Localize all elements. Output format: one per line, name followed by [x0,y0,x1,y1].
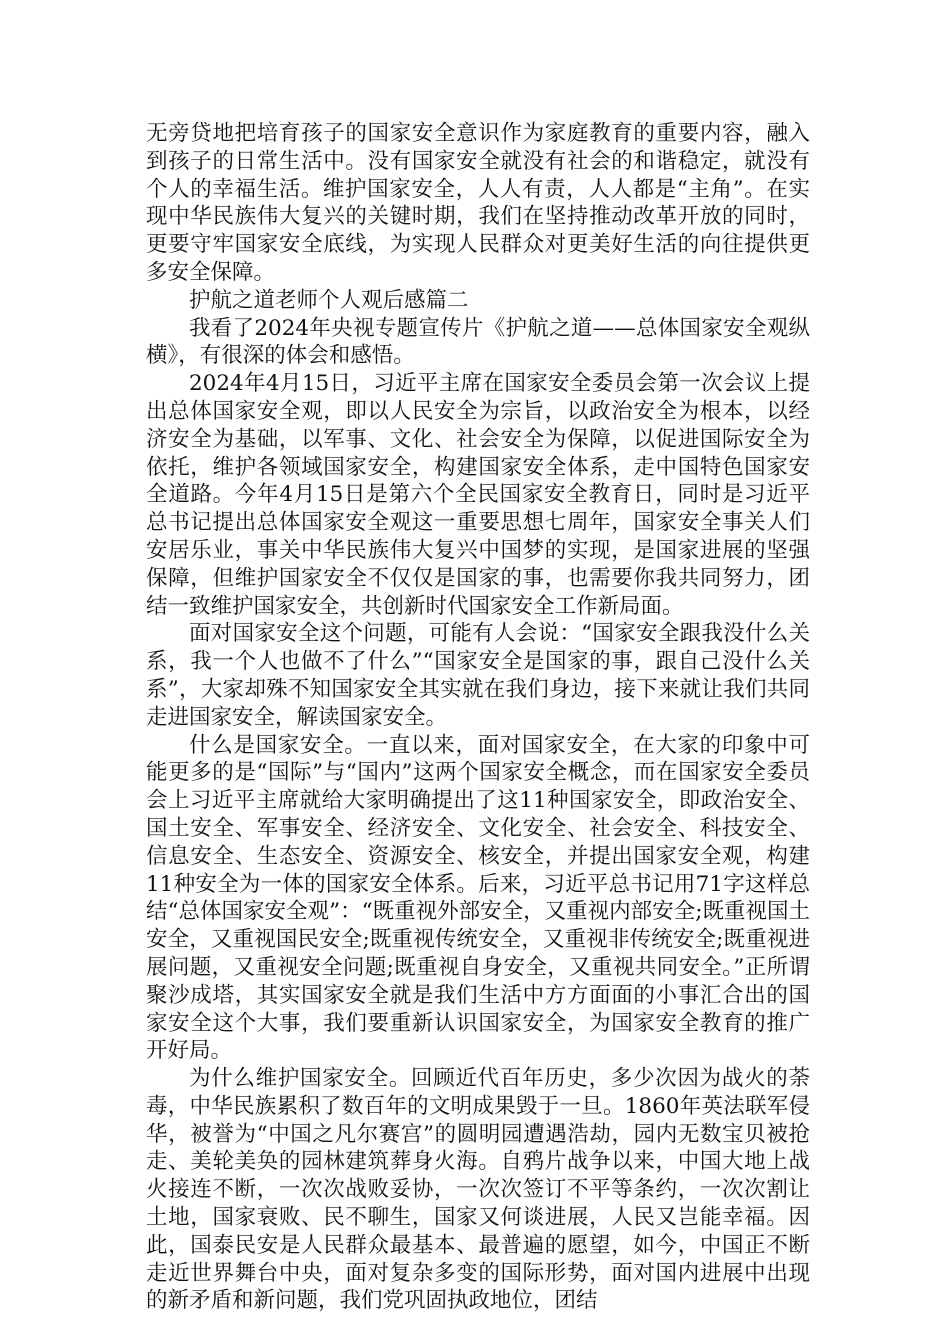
paragraph-continuation: 无旁贷地把培育孩子的国家安全意识作为家庭教育的重要内容，融入到孩子的日常生活中。没有国家安全就没有社会的和谐稳定，就没有个人的幸福生活。维护国家安全，人人有责，人人都是“主角”。在实现中华民族伟大复兴的关键时期，我们在坚持推动改革开放的同时，更要守牢国家安全底线，为实现人民群众对更美好生活的向往提供更多安全保障。 [146,121,810,285]
paragraph-question: 面对国家安全这个问题，可能有人会说：“国家安全跟我没什么关系，我一个人也做不了什么”“国家安全是国家的事，跟自己没什么关系”，大家却殊不知国家安全其实就在我们身边，接下来就让我们共同走进国家安全，解读国家安全。 [146,621,810,730]
paragraph-intro: 我看了2024年央视专题宣传片《护航之道——总体国家安全观纵横》，有很深的体会和感悟。 [146,315,810,369]
document-body [146,120,810,1315]
paragraph-what-is-security: 什么是国家安全。一直以来，面对国家安全，在大家的印象中可能更多的是“国际”与“国内”这两个国家安全概念，而在国家安全委员会上习近平主席就给大家明确提出了这11种国家安全，即政治安全、国土安全、军事安全、经济安全、文化安全、社会安全、科技安全、信息安全、生态安全、资源安全、核安全，并提出国家安全观，构建11种安全为一体的国家安全体系。后来，习近平总书记用71字这样总结“总体国家安全观”：“既重视外部安全，又重视内部安全;既重视国土安全，又重视国民安全;既重视传统安全，又重视非传统安全;既重视进展问题，又重视安全问题;既重视自身安全，又重视共同安全。”正所谓聚沙成塔，其实国家安全就是我们生活中方方面面的小事汇合出的国家安全这个大事，我们要重新认识国家安全，为国家安全教育的推广开好局。 [146,732,810,1064]
paragraph-background: 2024年4月15日，习近平主席在国家安全委员会第一次会议上提出总体国家安全观，即以人民安全为宗旨，以政治安全为根本，以经济安全为基础，以军事、文化、社会安全为保障，以促进国际安全为依托，维护各领域国家安全，构建国家安全体系，走中国特色国家安全道路。今年4月15日是第六个全民国家安全教育日，同时是习近平总书记提出总体国家安全观这一重要思想七周年，国家安全事关人们安居乐业，事关中华民族伟大复兴中国梦的实现，是国家进展的坚强保障，但维护国家安全不仅仅是国家的事，也需要你我共同努力，团结一致维护国家安全，共创新时代国家安全工作新局面。 [146,371,810,619]
section-heading: 护航之道老师个人观后感篇二 [189,287,469,313]
paragraph-why-security: 为什么维护国家安全。回顾近代百年历史，多少次因为战火的荼毒，中华民族累积了数百年的文明成果毁于一旦。1860年英法联军侵华，被誉为“中国之凡尔赛宫”的圆明园遭遇浩劫，园内无数宝贝被抢走、美轮美奂的园林建筑葬身火海。自鸦片战争以来，中国大地上战火接连不断，一次次战败妥协，一次次签订不平等条约，一次次割让土地，国家衰败、民不聊生，国家又何谈进展，人民又岂能幸福。因此，国泰民安是人民群众最基本、最普遍的愿望，如今，中国正不断走近世界舞台中央，面对复杂多变的国际形势，面对国内进展中出现的新矛盾和新问题，我们党巩固执政地位，团结 [146,1066,811,1314]
